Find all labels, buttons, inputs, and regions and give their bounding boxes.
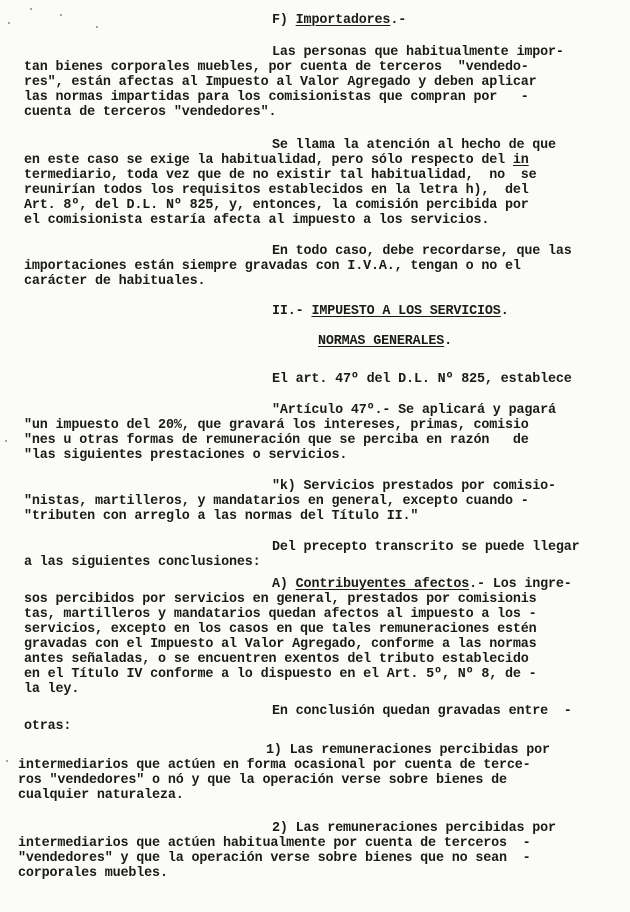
p6-line-1: En conclusión quedan gravadas entre - xyxy=(272,704,572,719)
section-heading xyxy=(272,13,406,28)
item1-line-4: cualquier naturaleza. xyxy=(18,788,184,803)
conclusion-a-line-2: sos percibidos por servicios en general, prestados por comisionis xyxy=(24,592,537,607)
scan-speck xyxy=(60,14,62,16)
quote2-line-2: "nistas, martilleros, y mandatarios en general, excepto cuando - xyxy=(24,494,529,509)
p3-line-3: carácter de habituales. xyxy=(24,274,206,289)
p1-line-4: las normas impartidas para los comisionistas que compran por - xyxy=(24,90,529,105)
p2-line-4: reunirían todos los requisitos establecidos en la letra h), del xyxy=(24,183,529,198)
item2-line-2: intermediarios que actúen habitualmente por cuenta de terceros - xyxy=(18,836,531,851)
item2-line-4: corporales muebles. xyxy=(18,866,168,881)
part2-subtitle: NORMAS GENERALES xyxy=(318,334,445,349)
section-heading-prefix: F) xyxy=(272,13,296,28)
scan-speck xyxy=(30,8,32,10)
quote1-line-2: "un impuesto del 20%, que gravará los intereses, primas, comisio xyxy=(24,418,529,433)
scan-speck xyxy=(8,22,10,24)
p1-line-3: res", están afectas al Impuesto al Valor Agregado y deben aplicar xyxy=(24,75,537,90)
item1-line-3: ros "vendedores" o nó y que la operación verse sobre bienes de xyxy=(18,773,507,788)
p2-line-2 xyxy=(24,153,529,168)
scan-speck xyxy=(96,26,98,28)
part2-title: IMPUESTO A LOS SERVICIOS xyxy=(311,304,501,319)
part2-subheading xyxy=(318,334,452,349)
quote2-line-1: "k) Servicios prestados por comisio- xyxy=(272,479,556,494)
p5-line-1: Del precepto transcrito se puede llegar xyxy=(272,540,580,555)
conclusion-a-after: .- Los ingre- xyxy=(469,577,572,592)
conclusion-a-line-8: la ley. xyxy=(24,682,80,697)
part2-title-end: . xyxy=(500,304,509,319)
p2-line-2-text: en este caso se exige la habitualidad, pero sólo respecto del xyxy=(24,153,513,168)
scan-speck xyxy=(5,440,7,442)
conclusion-a-line-7: en el Título IV conforme a lo dispuesto en el Art. 5º, Nº 8, de - xyxy=(24,667,537,682)
conclusion-a-line-5: gravadas con el Impuesto al Valor Agregado, conforme a las normas xyxy=(24,637,537,652)
conclusion-a-prefix: A) xyxy=(272,577,296,592)
item2-line-1: 2) Las remuneraciones percibidas por xyxy=(272,821,556,836)
p1-line-1: Las personas que habitualmente impor- xyxy=(272,45,564,60)
p5-line-2: a las siguientes conclusiones: xyxy=(24,555,261,570)
conclusion-a-line-6: antes señaladas, o se encuentren exentos del tributo establecido xyxy=(24,652,529,667)
p4-line-1: El art. 47º del D.L. Nº 825, establece xyxy=(272,372,572,387)
p2-underlined-word: in xyxy=(512,153,529,168)
item1-line-1: 1) Las remuneraciones percibidas por xyxy=(266,743,550,758)
p6-line-2: otras: xyxy=(24,719,72,734)
p2-line-6: el comisionista estaría afecta al impuesto a los servicios. xyxy=(24,213,490,228)
quote2-line-3: "tributen con arreglo a las normas del Título II." xyxy=(24,509,419,524)
quote1-line-4: "las siguientes prestaciones o servicios. xyxy=(24,448,348,463)
section-heading-title: Importadores xyxy=(295,13,391,28)
p1-line-5: cuenta de terceros "vendedores". xyxy=(24,105,277,120)
scan-speck xyxy=(6,760,8,762)
part2-number: II.- xyxy=(272,304,312,319)
quote1-line-3: "nes u otras formas de remuneración que se perciba en razón de xyxy=(24,433,529,448)
p3-line-1: En todo caso, debe recordarse, que las xyxy=(272,244,572,259)
p2-line-5: Art. 8º, del D.L. Nº 825, y, entonces, la comisión percibida por xyxy=(24,198,529,213)
p2-line-1: Se llama la atención al hecho de que xyxy=(272,138,556,153)
p3-line-2: importaciones están siempre gravadas con I.V.A., tengan o no el xyxy=(24,259,521,274)
item2-line-3: "vendedores" y que la operación verse sobre bienes que no sean - xyxy=(18,851,531,866)
section-heading-suffix: .- xyxy=(390,13,407,28)
part2-subtitle-end: . xyxy=(444,334,453,349)
part2-heading xyxy=(272,304,509,319)
p1-line-2: tan bienes corporales muebles, por cuenta de terceros "vendedo- xyxy=(24,60,529,75)
item1-line-2: intermediarios que actúen en forma ocasional por cuenta de terce- xyxy=(18,758,531,773)
conclusion-a-line-3: tas, martilleros y mandatarios quedan afectos al impuesto a los - xyxy=(24,607,537,622)
conclusion-a-label: Contribuyentes afectos xyxy=(295,577,470,592)
conclusion-a-line-1 xyxy=(272,577,572,592)
quote1-line-1: "Artículo 47º.- Se aplicará y pagará xyxy=(272,403,556,418)
p2-line-3: termediario, toda vez que de no existir tal habitualidad, no se xyxy=(24,168,537,183)
conclusion-a-line-4: servicios, excepto en los casos en que tales remuneraciones estén xyxy=(24,622,537,637)
